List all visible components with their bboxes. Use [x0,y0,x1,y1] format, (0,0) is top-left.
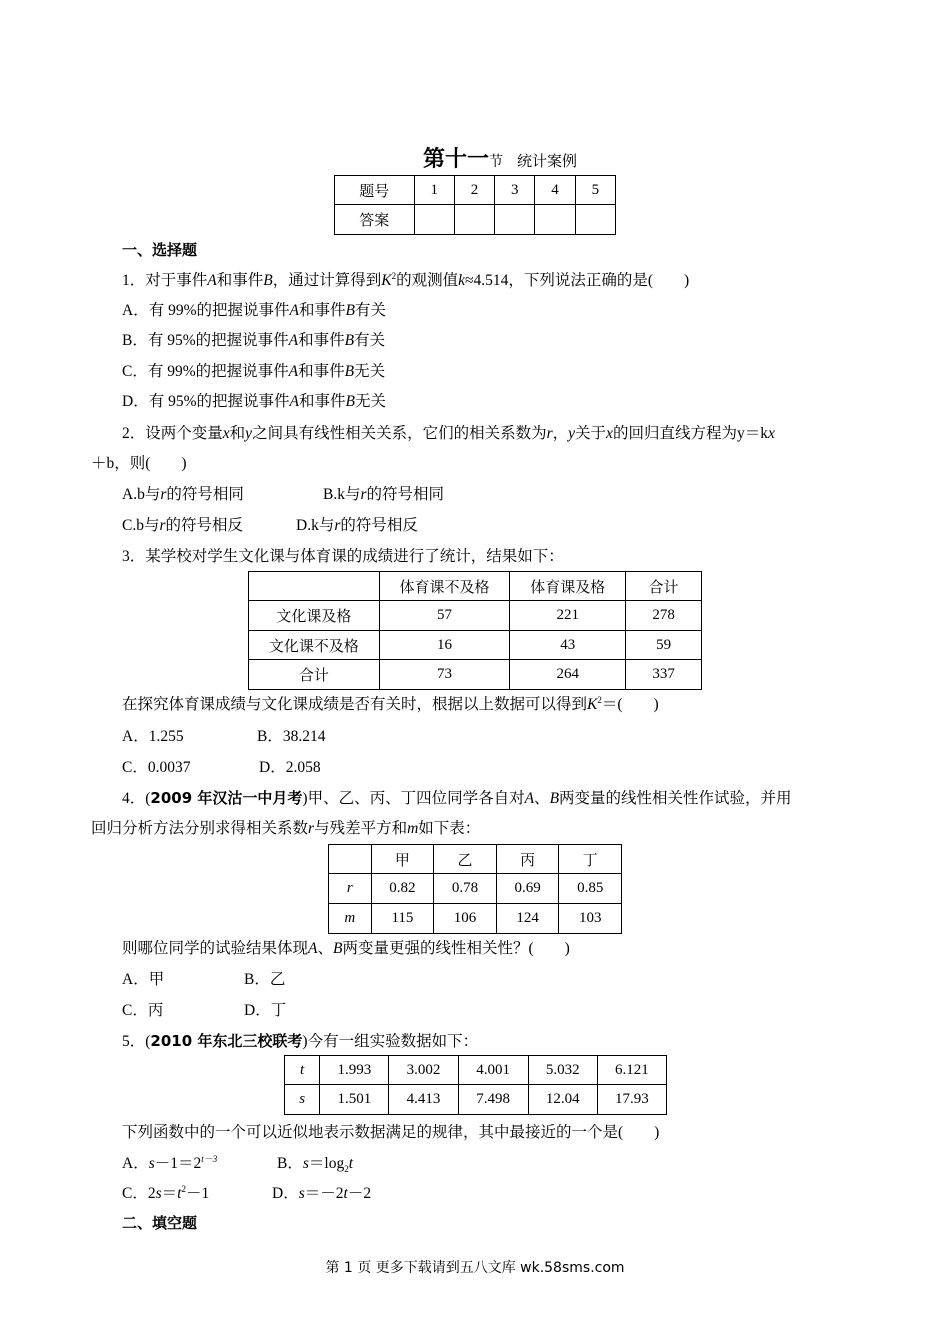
q1-option-a[interactable] [122,298,386,320]
q5-row-label: s [285,1085,320,1115]
text: B． [277,1155,303,1172]
answer-cell[interactable] [575,205,615,235]
var: s [148,1155,155,1172]
var: x [606,425,613,442]
text: ＝－2 [304,1185,344,1202]
text: C.b与 [122,517,160,534]
q3-cell: 59 [626,631,702,660]
text: D． [272,1185,299,1202]
text: 的回归直线方程为y＝k [612,425,768,442]
answer-num: 3 [495,176,535,205]
var: A [308,940,318,957]
q3-question [122,692,659,714]
answer-table [334,175,616,235]
var: A [289,393,299,410]
q4-header: 甲 [371,845,434,874]
superscript: 2 [391,270,397,281]
q3-cell: 文化课及格 [249,601,380,631]
text: －1 [185,1185,210,1202]
q4-row-label: m [329,904,372,934]
var: r [308,820,315,837]
text: 则哪位同学的试验结果体现 [122,940,309,957]
q4-cell: 106 [434,904,497,934]
q5-option-a[interactable] [122,1151,217,1173]
var: t [343,1185,348,1202]
answer-num: 1 [414,176,454,205]
text: 回归分析方法分别求得相关系数 [91,820,309,837]
q4-option-d[interactable]: D．丁 [244,1002,287,1019]
text: ，通过计算得到 [272,272,382,289]
q3-header: 体育课不及格 [379,572,510,601]
title-topic: 统计案例 [517,152,578,170]
section-fill: 二、填空题 [122,1214,198,1232]
var: s [298,1185,305,1202]
var: A [289,302,299,319]
q5-cell: 12.04 [528,1085,597,1115]
source-label: 2010 年东北三校联考 [150,1032,303,1050]
q3-option-d[interactable]: D．2.058 [259,759,321,776]
answer-cell[interactable] [414,205,454,235]
text: 和事件 [298,393,346,410]
text: 的观测值 [396,272,459,289]
var: A [524,790,535,807]
var: t [348,1155,354,1172]
text: )甲、乙、丙、丁四位同学各自对 [302,790,525,807]
q5-cell: 1.501 [320,1085,389,1115]
q5-cell: 4.413 [389,1085,458,1115]
q5-cell: 6.121 [597,1056,666,1085]
var: B [345,393,355,410]
text: 和事件 [298,363,345,380]
text: A.b与 [122,486,161,503]
var: B [333,940,343,957]
text: 2．设两个变量 [122,425,223,442]
q4-cell: 0.78 [434,874,497,904]
q3-header: 合计 [626,572,702,601]
text: ＝log [308,1155,345,1172]
text: 4．( [122,790,151,807]
q4-cell: 115 [371,904,434,934]
q5-option-c[interactable] [122,1181,209,1203]
q2-option-a[interactable] [122,482,244,504]
text: 两变量更强的线性相关性？( ) [342,940,570,957]
text: A． [122,1155,149,1172]
var: B [345,302,355,319]
section-choice: 一、选择题 [122,241,198,259]
q3-cell: 合计 [249,660,380,690]
text: C．2 [122,1185,156,1202]
text: B.k与 [323,486,361,503]
var: K [587,696,598,713]
title-jie: 节 [489,154,503,170]
q5-option-b[interactable] [277,1151,353,1174]
q5-cell: 17.93 [597,1085,666,1115]
q3-header: 体育课及格 [510,572,626,601]
q5-cell: 1.993 [320,1056,389,1085]
q4-header: 乙 [434,845,497,874]
answer-num: 4 [535,176,575,205]
q4-header: 丁 [559,845,622,874]
var: B [344,332,355,349]
q3-option-a[interactable]: A．1.255 [122,728,184,745]
q1-option-b[interactable] [122,328,385,350]
q5-table [284,1055,667,1115]
text: 1．对于事件 [122,272,208,289]
var: B [263,272,273,289]
var: k [458,272,465,289]
q3-cell: 337 [626,660,702,690]
q2-stem [122,421,775,443]
superscript: 2 [597,694,602,705]
q5-option-d[interactable] [272,1181,371,1203]
var: A [288,363,299,380]
q3-option-c[interactable]: C．0.0037 [122,759,191,776]
text: D．有 95%的把握说事件 [122,393,290,410]
q4-row-label: r [329,874,372,904]
var: B [344,363,355,380]
q2-stem-cont: ＋b，则( ) [91,455,187,472]
text: 和事件 [216,272,264,289]
title-main: 第十一 [422,147,489,172]
q4-cell: 0.69 [496,874,559,904]
q5-stem [122,1029,478,1051]
q4-cell: 103 [559,904,622,934]
answer-row-label: 答案 [335,205,415,235]
q5-cell: 7.498 [458,1085,528,1115]
q4-cell: 0.85 [559,874,622,904]
var: r [334,517,341,534]
text: －1＝2 [154,1155,202,1172]
superscript: 2 [181,1183,186,1194]
answer-table-header: 题号 [335,176,415,205]
q3-table [248,571,702,690]
var: y [568,425,576,442]
q3-cell: 57 [379,601,510,631]
q3-cell: 73 [379,660,510,690]
q4-cell: 124 [496,904,559,934]
q5-cell: 3.002 [389,1056,458,1085]
text: 和事件 [298,332,345,349]
text: 5．( [122,1033,151,1050]
text: D.k与 [296,517,335,534]
text: 无关 [354,363,386,380]
text: 的符号相同 [366,486,445,503]
q4-option-a[interactable]: A．甲 [122,971,165,988]
text: 、 [534,790,550,807]
q1-option-c[interactable] [122,359,385,381]
q1-option-d[interactable] [122,389,386,411]
text: ＝ [161,1185,178,1202]
text: 和事件 [298,302,346,319]
q1-stem [122,268,689,290]
q5-row-label: t [285,1056,320,1085]
text: 有关 [354,302,386,319]
var: y [245,425,253,442]
page-title [0,142,950,173]
q3-option-b[interactable]: B．38.214 [257,728,326,745]
var: K [381,272,392,289]
var: B [549,790,560,807]
q4-table [328,844,622,934]
text: 有关 [354,332,386,349]
answer-cell[interactable] [454,205,494,235]
text: A．有 99%的把握说事件 [122,302,290,319]
var: r [159,517,166,534]
text: )今有一组实验数据如下： [302,1033,479,1050]
q2-option-d[interactable] [296,513,418,535]
text: 与残差平方和 [314,820,408,837]
q4-cell: 0.82 [371,874,434,904]
q3-cell: 文化课不及格 [249,631,380,660]
page-footer: 第 1 页 更多下载请到五八文库 wk.58sms.com [325,1260,625,1276]
q4-header: 丙 [496,845,559,874]
q4-header [329,845,372,874]
var: A [288,332,299,349]
q3-cell: 264 [510,660,626,690]
q5-question: 下列函数中的一个可以近似地表示数据满足的规律，其中最接近的一个是( ) [122,1124,660,1141]
q4-option-b[interactable]: B．乙 [244,971,286,988]
q3-stem: 3．某学校对学生文化课与体育课的成绩进行了统计，结果如下： [122,548,564,565]
text: 之间具有线性相关关系，它们的相关系数为 [252,425,547,442]
q2-option-c[interactable] [122,513,243,535]
q4-option-c[interactable]: C．丙 [122,1002,164,1019]
text: 的符号相反 [340,517,418,534]
text: 的符号相同 [166,486,244,503]
text: 、 [317,940,333,957]
text: 关于 [575,425,607,442]
text: ， [552,425,569,442]
text: 的符号相反 [165,517,244,534]
q5-cell: 4.001 [458,1056,528,1085]
answer-num: 2 [454,176,494,205]
q4-stem-cont [91,816,480,838]
subscript: 2 [344,1164,349,1175]
var: m [407,820,419,837]
q4-stem [122,786,792,808]
answer-cell[interactable] [495,205,535,235]
text: －2 [347,1185,372,1202]
var: x [767,425,775,442]
var: r [360,486,367,503]
q3-cell: 16 [379,631,510,660]
text: ≈4.514，下列说法正确的是( ) [464,272,690,289]
q3-cell: 221 [510,601,626,631]
q3-cell: 278 [626,601,702,631]
source-label: 2009 年汉沽一中月考 [150,789,303,807]
q2-option-b[interactable] [323,482,444,504]
text: B．有 95%的把握说事件 [122,332,289,349]
superscript: t－3 [201,1153,218,1164]
text: 和 [229,425,246,442]
var: r [160,486,167,503]
text: 在探究体育课成绩与文化课成绩是否有关时，根据以上数据可以得到 [122,696,588,713]
text: ＝( ) [601,696,659,713]
q3-header [249,572,380,601]
var: r [546,425,553,442]
q5-cell: 5.032 [528,1056,597,1085]
text: 无关 [354,393,386,410]
answer-cell[interactable] [535,205,575,235]
var: s [155,1185,162,1202]
q4-question [122,936,570,958]
var: A [207,272,217,289]
var: x [222,425,230,442]
text: C．有 99%的把握说事件 [122,363,289,380]
var: t [177,1185,182,1202]
var: s [302,1155,309,1172]
text: 如下表： [418,820,481,837]
answer-num: 5 [575,176,615,205]
q3-cell: 43 [510,631,626,660]
text: 两变量的线性相关性作试验，并用 [559,790,792,807]
